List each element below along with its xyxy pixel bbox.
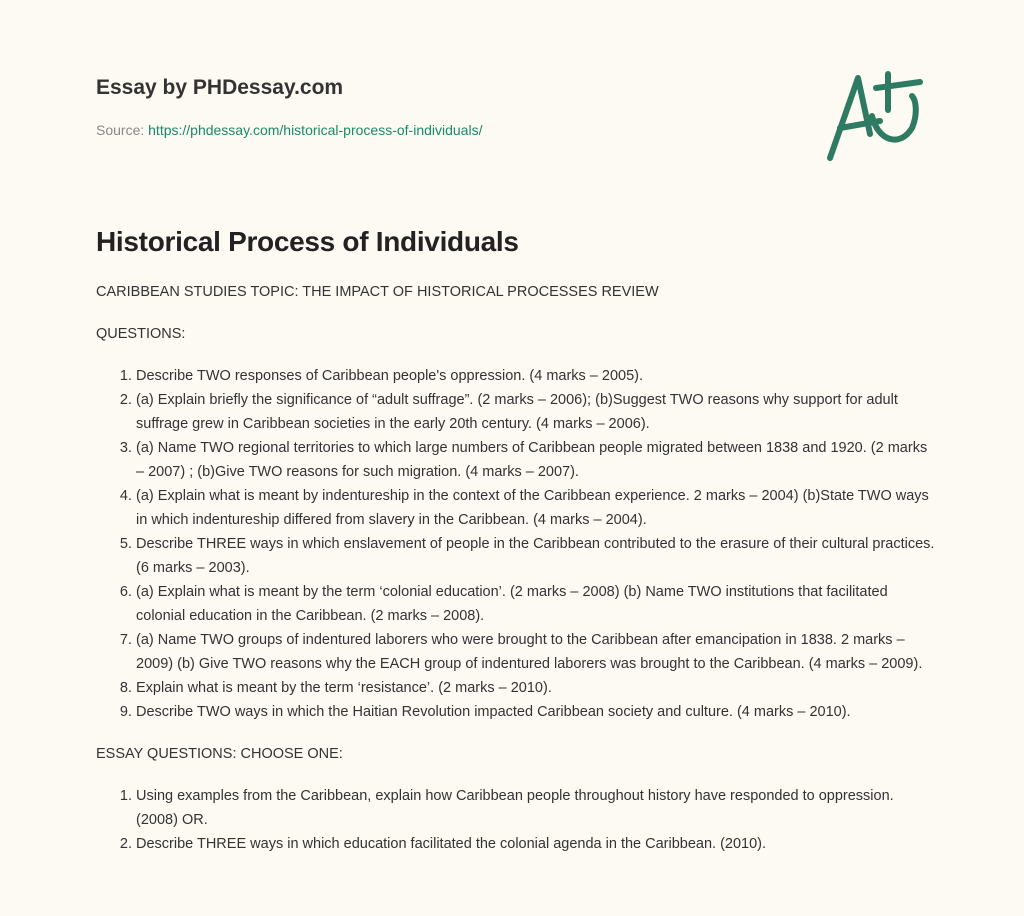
list-item: 2. Describe THREE ways in which education facilitated the colonial agenda in the Caribbean. (2010). <box>136 832 936 856</box>
page-header <box>96 76 482 138</box>
list-item: 1. Using examples from the Caribbean, explain how Caribbean people throughout history have responded to oppression. (2008) OR. <box>136 784 936 832</box>
article <box>96 226 936 874</box>
article-title: Historical Process of Individuals <box>96 226 519 257</box>
essay-questions-list <box>96 784 936 856</box>
list-item: 9. Describe TWO ways in which the Haitian Revolution impacted Caribbean society and culture. (4 marks – 2010). <box>136 700 936 724</box>
list-item: 5. Describe THREE ways in which enslavement of people in the Caribbean contributed to the erasure of their cultural practices. (6 marks – 2003). <box>136 532 936 580</box>
list-item: 6. (a) Explain what is meant by the term ‘colonial education’. (2 marks – 2008) (b) Name TWO institutions that facilitated colonial education in the Caribbean. (2 marks – 2008). <box>136 580 936 628</box>
list-item: 2. (a) Explain briefly the significance of “adult suffrage”. (2 marks – 2006); (b)Suggest TWO reasons why support for adult suffrage grew in Caribbean societies in the early 20th century. (4 marks – 2006). <box>136 388 936 436</box>
source-link[interactable]: https://phdessay.com/historical-process-of-individuals/ <box>148 122 483 138</box>
list-item: 3. (a) Name TWO regional territories to which large numbers of Caribbean people migrated between 1838 and 1920. (2 marks – 2007) ; (b)Give TWO reasons for such migration. (4 marks – 2007). <box>136 436 936 484</box>
list-item: 8. Explain what is meant by the term ‘resistance’. (2 marks – 2010). <box>136 676 936 700</box>
list-item: 1. Describe TWO responses of Caribbean people's oppression. (4 marks – 2005). <box>136 364 936 388</box>
list-item: 7. (a) Name TWO groups of indentured laborers who were brought to the Caribbean after emancipation in 1838. 2 marks – 2009) (b) Give TWO reasons why the EACH group of indentured laborers was brought to the Caribbean. (4 marks – 2009). <box>136 628 936 676</box>
source-label: Source: <box>96 122 145 138</box>
questions-heading: QUESTIONS: <box>96 326 186 342</box>
essay-heading: ESSAY QUESTIONS: CHOOSE ONE: <box>96 746 343 762</box>
brand-title: Essay by PHDessay.com <box>96 76 344 99</box>
list-item: 4. (a) Explain what is meant by indentureship in the context of the Caribbean experience. 2 marks – 2004) (b)State TWO ways in which indentureship differed from slavery in the Caribbean. (4 marks – 2004). <box>136 484 936 532</box>
questions-list <box>96 364 936 724</box>
source-line <box>96 122 482 138</box>
a-plus-logo-icon <box>820 66 930 166</box>
topic-line: CARIBBEAN STUDIES TOPIC: THE IMPACT OF HISTORICAL PROCESSES REVIEW <box>96 284 659 300</box>
